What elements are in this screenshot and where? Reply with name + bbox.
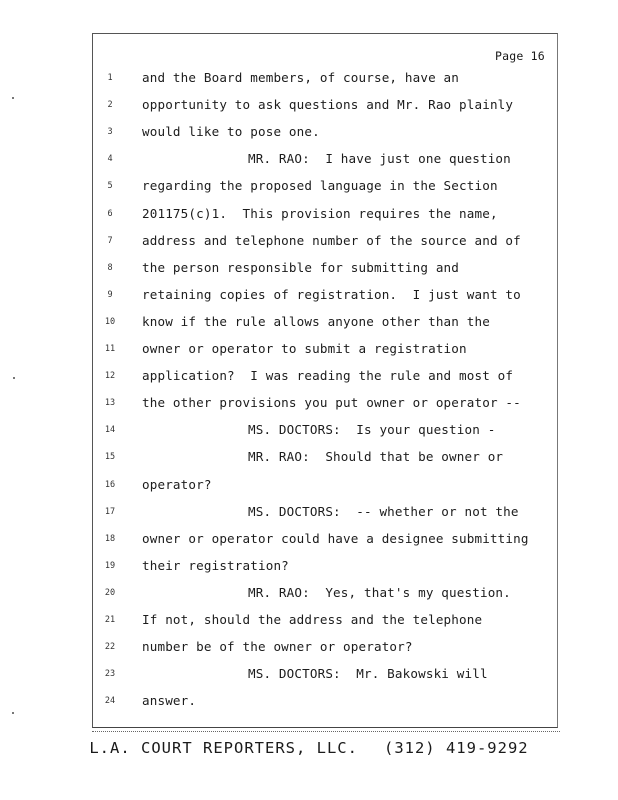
transcript-line: answer. [142, 693, 197, 709]
page-number-label: Page 16 [495, 49, 545, 63]
line-number: 1 [107, 73, 113, 83]
page-bottom-rule [92, 731, 560, 732]
transcript-line: address and telephone number of the source and of [142, 232, 521, 248]
transcript-line: their registration? [142, 557, 289, 573]
line-number: 2 [107, 100, 113, 111]
transcript-line: owner or operator could have a designee submitting [142, 530, 529, 546]
transcript-line: number be of the owner or operator? [142, 639, 413, 655]
transcript-line: the other provisions you put owner or operator -- [142, 395, 521, 411]
line-number: 20 [104, 587, 116, 598]
transcript-line: and the Board members, of course, have an [142, 70, 460, 85]
transcript-line: would like to pose one. [142, 124, 320, 140]
transcript-line: 201175(c)1. This provision requires the name, [142, 205, 498, 221]
line-number: 24 [104, 696, 116, 707]
line-number: 21 [104, 615, 116, 625]
line-number: 16 [104, 479, 116, 490]
transcript-line: If not, should the address and the telephone [142, 612, 483, 627]
line-number: 19 [104, 560, 116, 571]
transcript-line: MR. RAO: I have just one question [248, 151, 511, 167]
transcript-line: regarding the proposed language in the Section [142, 178, 498, 194]
line-number: 10 [104, 316, 116, 327]
transcript-line: retaining copies of registration. I just want to [142, 286, 521, 302]
line-number: 22 [104, 642, 116, 653]
line-number: 18 [104, 533, 116, 544]
line-number: 4 [107, 154, 113, 165]
scan-speck [12, 712, 14, 714]
line-number: 13 [104, 398, 116, 409]
line-number: 15 [104, 452, 116, 463]
transcript-line: MS. DOCTORS: Mr. Bakowski will [248, 666, 488, 682]
line-number: 8 [107, 262, 113, 273]
transcript-line: opportunity to ask questions and Mr. Rao plainly [142, 97, 514, 113]
line-number: 14 [104, 425, 116, 436]
scan-speck [12, 97, 14, 99]
transcript-line: application? I was reading the rule and most of [142, 368, 514, 384]
line-number: 9 [107, 289, 113, 300]
transcript-line: the person responsible for submitting and [142, 259, 460, 275]
reporter-phone: (312) 419-9292 [383, 739, 529, 757]
transcript-line: operator? [142, 476, 212, 492]
line-number: 11 [104, 344, 116, 354]
transcript-line: MS. DOCTORS: -- whether or not the [248, 503, 519, 519]
transcript-line: MR. RAO: Yes, that's my question. [248, 584, 511, 600]
line-number: 5 [107, 181, 113, 192]
transcript-line: MR. RAO: Should that be owner or [248, 449, 504, 465]
line-number: 12 [104, 371, 116, 382]
transcript-line: owner or operator to submit a registration [142, 341, 467, 356]
line-number: 7 [107, 235, 113, 246]
transcript-line: MS. DOCTORS: Is your question - [248, 422, 496, 438]
scan-speck [13, 377, 15, 379]
transcript-line: know if the rule allows anyone other than the [142, 313, 490, 329]
line-number: 3 [107, 127, 113, 138]
line-number: 23 [104, 669, 116, 680]
line-number: 6 [107, 208, 113, 219]
line-number: 17 [104, 506, 116, 517]
reporter-company: L.A. COURT REPORTERS, LLC. [89, 739, 358, 757]
reporter-footer [0, 739, 618, 757]
